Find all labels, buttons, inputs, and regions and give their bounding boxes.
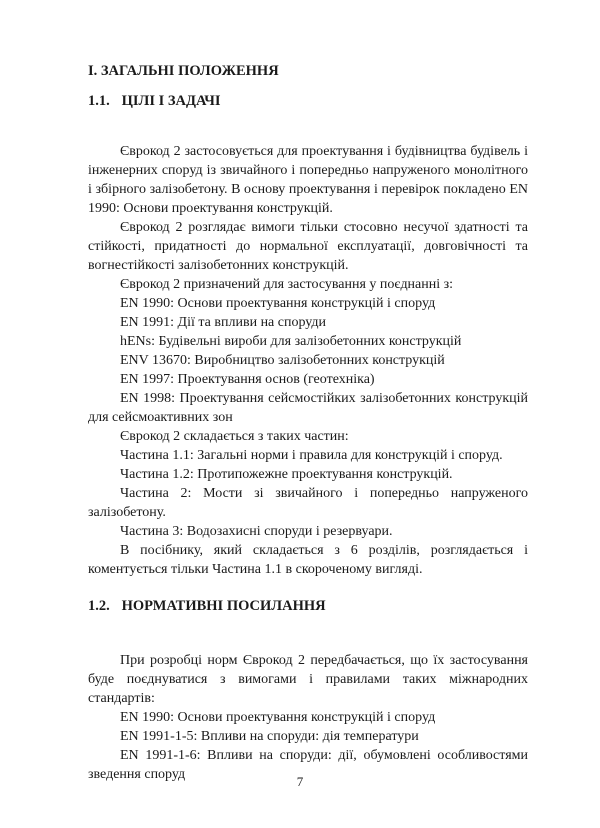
subsection-number: 1.1. [88,93,110,109]
paragraph: При розробці норм Єврокод 2 передбачається, що їх застосування буде поєднуватися з вимогами і правилами таких міжнародних стандартів: [88,653,528,706]
list-item: Частина 2: Мости зі звичайного і попередньо напруженого залізобетону. [88,486,528,520]
subsection-heading-normative-references [88,591,528,621]
list-item: Частина 1.1: Загальні норми і правила для конструкцій і споруд. [120,448,503,463]
list-item: EN 1990: Основи проектування конструкцій і споруд [120,710,436,725]
list-item: ENV 13670: Виробництво залізобетонних конструкцій [120,353,445,368]
paragraph: Єврокод 2 складається з таких частин: [120,429,349,444]
list-item: EN 1997: Проектування основ (геотехніка) [120,372,375,387]
paragraph: Єврокод 2 розглядає вимоги тільки стосовно несучої здатності та стійкості, придатності до нормальної експлуатації, довговічності та вогнестійкості залізобетонних конструкцій. [88,220,528,273]
list-item: Частина 1.2: Протипожежне проектування конструкцій. [120,467,453,482]
subsection-heading-goals [88,86,528,116]
paragraph: Єврокод 2 призначений для застосування у поєднанні з: [120,277,454,292]
page-number: 7 [296,774,304,789]
list-item: Частина 3: Водозахисні споруди і резервуари. [120,524,393,539]
subsection-number: 1.2. [88,598,110,614]
section-heading: I. ЗАГАЛЬНІ ПОЛОЖЕННЯ [88,63,279,79]
list-item: EN 1991: Дії та впливи на споруди [120,315,327,330]
list-item: hENs: Будівельні вироби для залізобетонних конструкцій [120,334,462,349]
list-item: EN 1998: Проектування сейсмостійких залізобетонних конструкцій для сейсмоактивних зон [88,391,528,425]
paragraph: Єврокод 2 застосовується для проектування і будівництва будівель і інженерних споруд із звичайного і попередньо напруженого монолітного і збірного залізобетону. В основу проектування і перевірок покладено EN 1990: Основи проектування конструкцій. [88,144,528,216]
list-item: EN 1991-1-5: Впливи на споруди: дія температури [120,729,419,744]
list-item: EN 1991-1-6: Впливи на споруди: дії, обумовлені особливостями зведення споруд [88,748,528,782]
subsection-title: ЦІЛІ І ЗАДАЧІ [121,93,221,109]
paragraph: В посібнику, який складається з 6 розділів, розглядається і коментується тільки Частина 1.1 в скороченому вигляді. [88,543,528,577]
list-item: EN 1990: Основи проектування конструкцій і споруд [120,296,436,311]
subsection-title: НОРМАТИВНІ ПОСИЛАННЯ [121,598,326,614]
page-content [88,56,528,784]
